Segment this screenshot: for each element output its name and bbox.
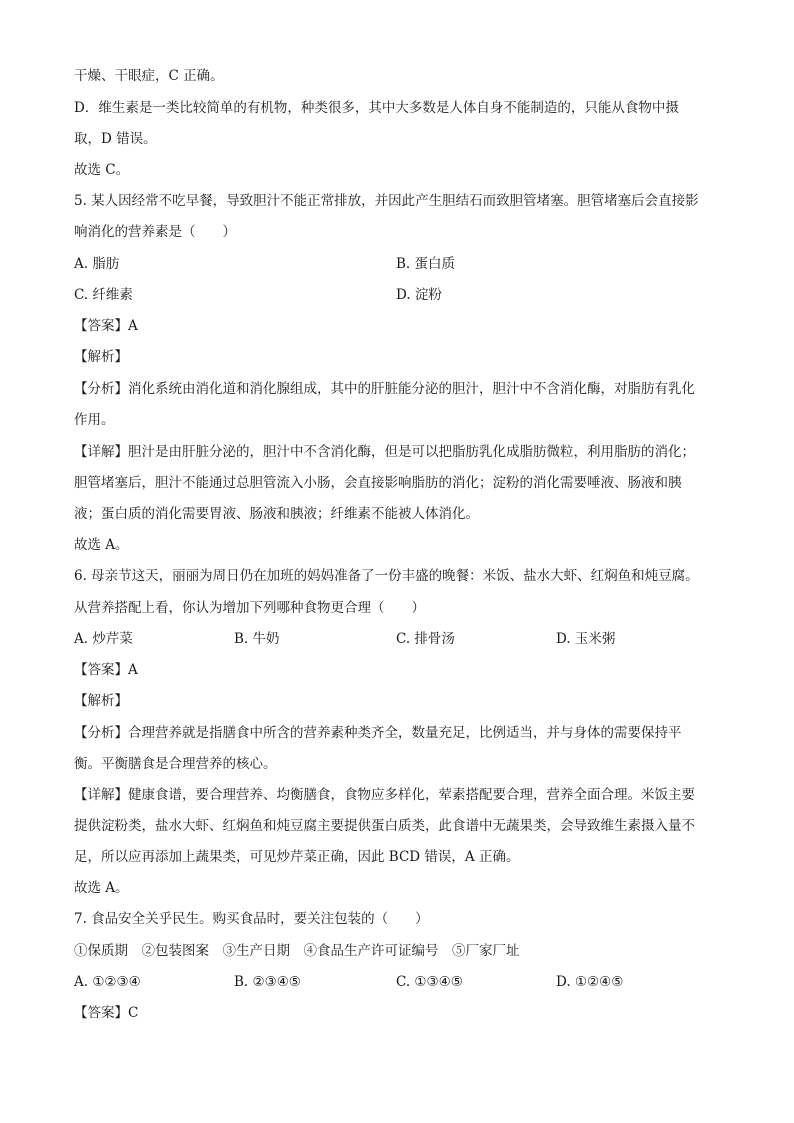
- q7-option-b: B. ②③④⑤: [234, 974, 301, 990]
- question-6-stem-cont: 从营养搭配上看，你认为增加下列哪种食物更合理（ ）: [74, 600, 425, 616]
- text-line: 【分析】合理营养就是指膳食中所含的营养素种类齐全，数量充足，比例适当，并与身体的需要保持平: [74, 725, 682, 741]
- question-7-stem: 7. 食品安全关乎民生。购买食品时，要关注包装的（ ）: [74, 911, 429, 927]
- q5-option-c: C. 纤维素: [74, 287, 133, 303]
- q7-option-c: C. ①③④⑤: [396, 974, 463, 990]
- q7-option-d: D. ①②④⑤: [556, 974, 624, 990]
- text-line: 取，D 错误。: [74, 131, 157, 147]
- question-6-stem: 6. 母亲节这天，丽丽为周日仍在加班的妈妈准备了一份丰盛的晚餐：米饭、盐水大虾、红焖鱼和炖豆腐。: [74, 568, 699, 584]
- answer-line: 【答案】C: [74, 1005, 139, 1021]
- text-line: 干燥、干眼症，C 正确。: [74, 68, 224, 84]
- question-7-items: ①保质期 ②包装图案 ③生产日期 ④食品生产许可证编号 ⑤厂家厂址: [74, 943, 520, 959]
- question-5-stem: 5. 某人因经常不吃早餐，导致胆汁不能正常排放，并因此产生胆结石而致胆管堵塞。胆管堵塞后会直接影: [74, 193, 699, 209]
- answer-line: 【答案】A: [74, 662, 138, 678]
- q7-option-a: A. ①②③④: [74, 974, 141, 990]
- text-line: D．维生素是一类比较简单的有机物，种类很多，其中大多数是人体自身不能制造的，只能从食物中摄: [74, 100, 679, 116]
- text-line: 故选 C。: [74, 162, 130, 178]
- q6-option-a: A. 炒芹菜: [74, 631, 133, 647]
- analysis-heading: 【解析】: [74, 349, 128, 365]
- text-line: 【详解】胆汁是由肝脏分泌的，胆汁中不含消化酶，但是可以把脂肪乳化成脂肪微粒，利用脂肪的消化；: [74, 444, 695, 460]
- text-line: 【分析】消化系统由消化道和消化腺组成，其中的肝脏能分泌的胆汁，胆汁中不含消化酶，对脂肪有乳化: [74, 381, 695, 397]
- text-line: 液；蛋白质的消化需要胃液、肠液和胰液；纤维素不能被人体消化。: [74, 506, 479, 522]
- q6-option-b: B. 牛奶: [234, 631, 280, 647]
- text-line: 提供淀粉类，盐水大虾、红焖鱼和炖豆腐主要提供蛋白质类，此食谱中无蔬果类，会导致维生素摄入量不: [74, 818, 695, 834]
- q6-option-d: D. 玉米粥: [556, 631, 616, 647]
- text-line: 衡。平衡膳食是合理营养的核心。: [74, 756, 277, 772]
- text-line: 故选 A。: [74, 880, 129, 896]
- text-line: 故选 A。: [74, 537, 129, 553]
- q5-option-d: D. 淀粉: [396, 287, 442, 303]
- question-5-stem-cont: 响消化的营养素是（ ）: [74, 224, 236, 240]
- analysis-heading: 【解析】: [74, 693, 128, 709]
- text-line: 足，所以应再添加上蔬果类，可见炒芹菜正确，因此 BCD 错误，A 正确。: [74, 849, 520, 865]
- q5-option-a: A. 脂肪: [74, 256, 120, 272]
- text-line: 作用。: [74, 412, 115, 428]
- answer-line: 【答案】A: [74, 318, 138, 334]
- q6-option-c: C. 排骨汤: [396, 631, 455, 647]
- text-line: 【详解】健康食谱，要合理营养、均衡膳食，食物应多样化，荤素搭配要合理，营养全面合理。米饭主要: [74, 787, 695, 803]
- text-line: 胆管堵塞后，胆汁不能通过总胆管流入小肠，会直接影响脂肪的消化；淀粉的消化需要唾液、肠液和胰: [74, 475, 682, 491]
- q5-option-b: B. 蛋白质: [396, 256, 456, 272]
